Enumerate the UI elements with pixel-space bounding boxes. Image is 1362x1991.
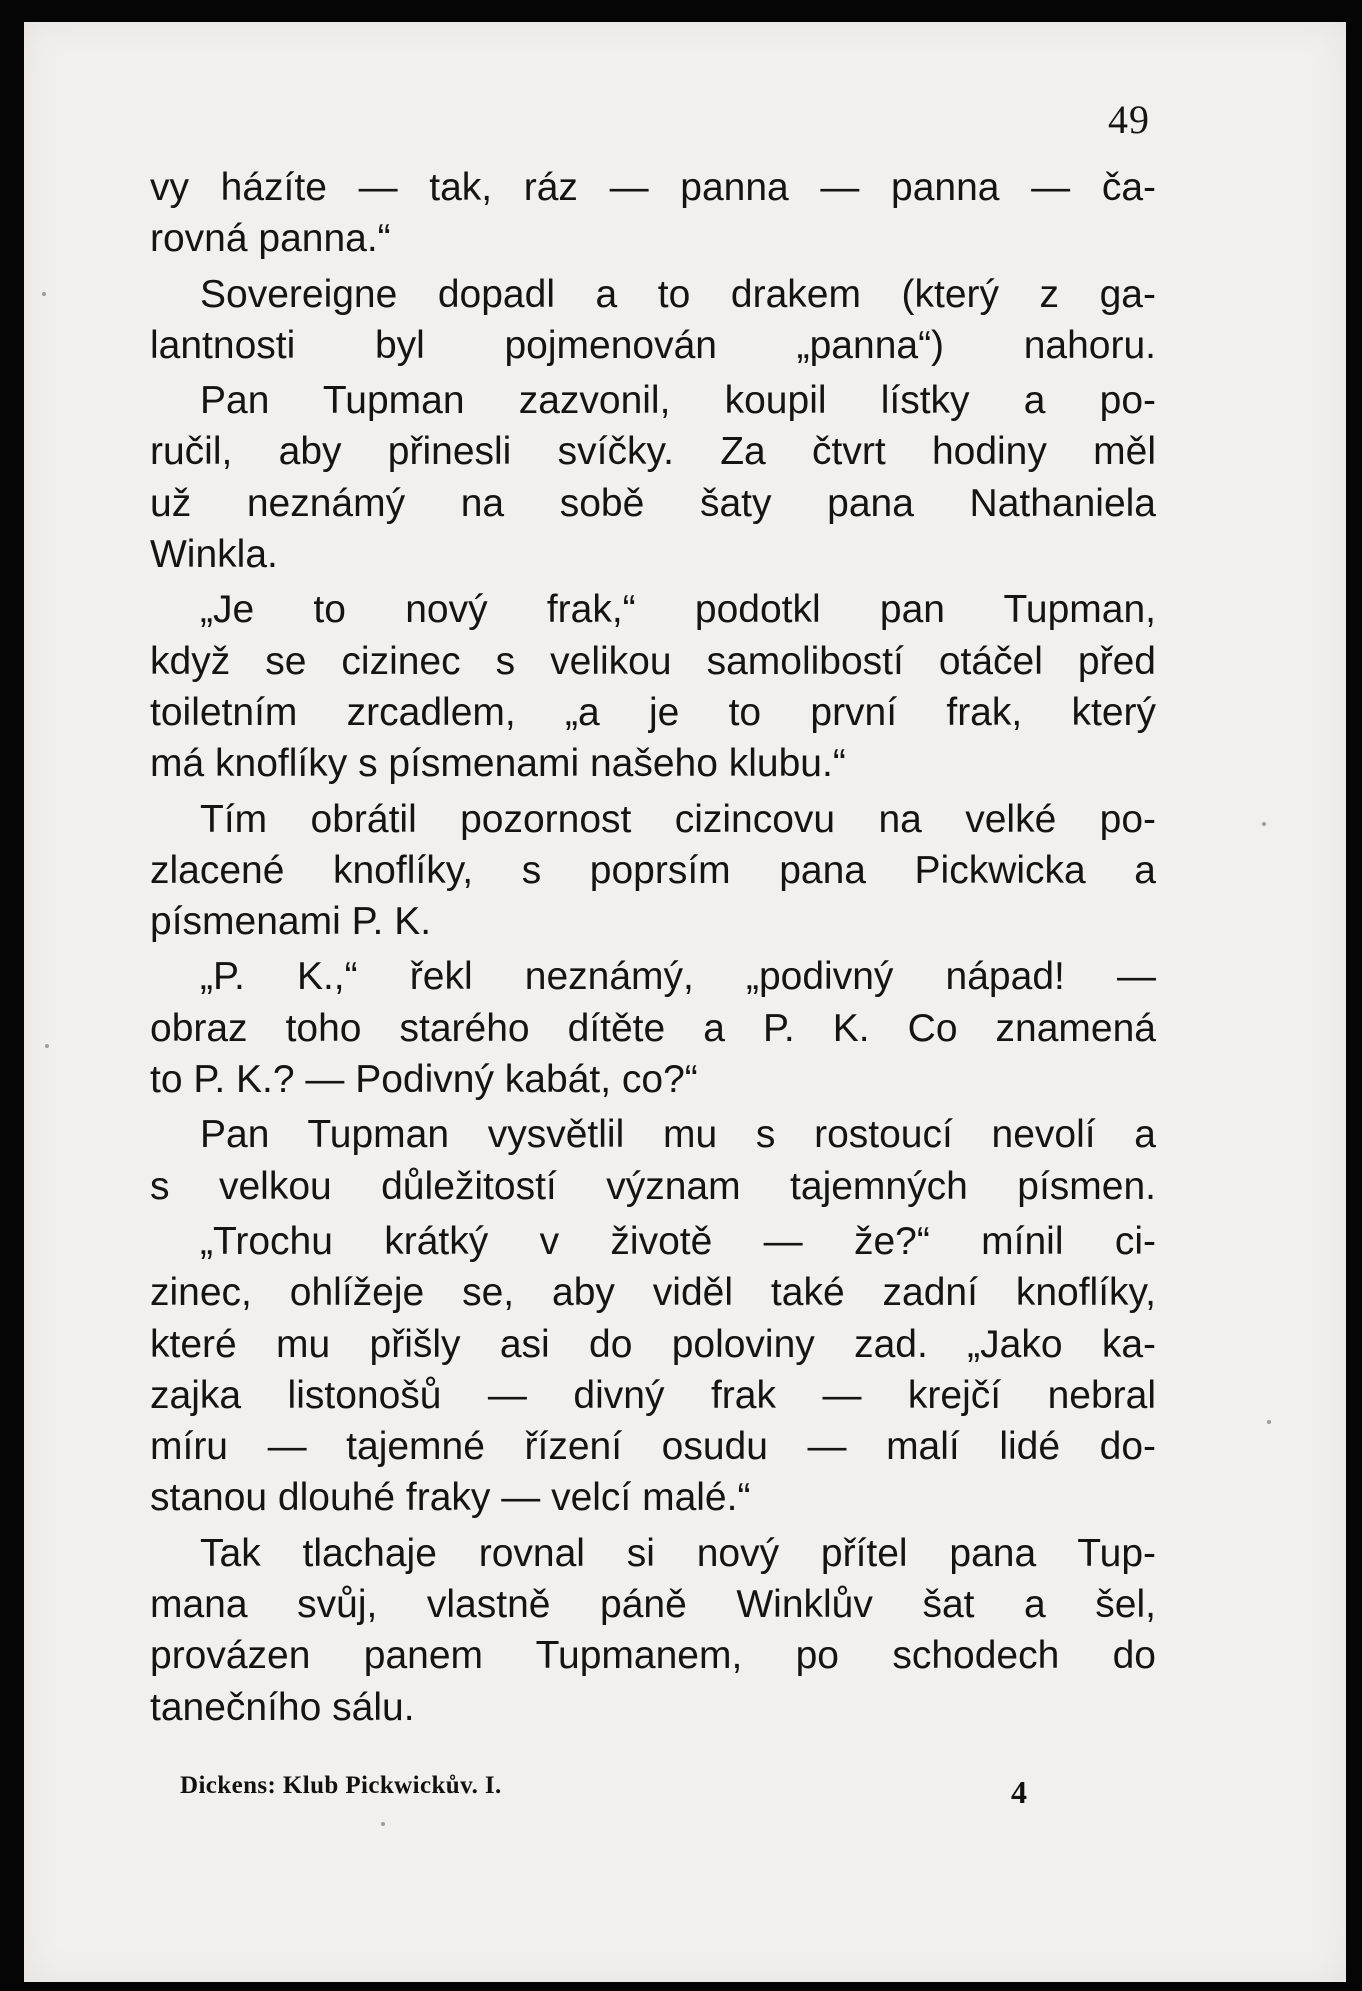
text-line: „Trochu krátký v životě — že?“ mínil ci- xyxy=(200,1219,1156,1263)
page-number: 49 xyxy=(1108,97,1150,142)
paper-speck xyxy=(1267,1420,1271,1424)
text-line: Tak tlachaje rovnal si nový přítel pana Tup- xyxy=(200,1531,1156,1575)
text-line: stanou dlouhé fraky — velcí malé.“ xyxy=(150,1476,751,1520)
text-line: už neznámý na sobě šaty pana Nathaniela xyxy=(150,481,1156,525)
signature-line: Dickens: Klub Pickwickův. I. xyxy=(180,1772,502,1799)
text-line: písmenami P. K. xyxy=(150,900,432,944)
paragraph-9 xyxy=(150,1528,1156,1733)
text-line: zinec, ohlížeje se, aby viděl také zadní knoflíky, xyxy=(150,1271,1156,1315)
paragraph-5 xyxy=(150,794,1156,948)
text-line: zlacené knoflíky, s poprsím pana Pickwicka a xyxy=(150,848,1156,892)
text-line: tanečního sálu. xyxy=(150,1685,415,1729)
paragraph-3 xyxy=(150,375,1156,580)
text-line: to P. K.? — Podivný kabát, co?“ xyxy=(150,1058,698,1102)
paragraph-6 xyxy=(150,951,1156,1105)
paper-speck xyxy=(381,1822,385,1826)
paragraph-4 xyxy=(150,584,1156,789)
text-line: obraz toho starého dítěte a P. K. Co znamená xyxy=(150,1006,1156,1050)
paragraph-8 xyxy=(150,1216,1156,1524)
text-line: Pan Tupman vysvětlil mu s rostoucí nevolí a xyxy=(200,1113,1156,1157)
paragraph-1 xyxy=(150,162,1156,265)
text-line: s velkou důležitostí význam tajemných písmen. xyxy=(150,1164,1156,1208)
text-line: ručil, aby přinesli svíčky. Za čtvrt hodiny měl xyxy=(150,430,1156,474)
paper-speck xyxy=(45,1044,49,1048)
body-text xyxy=(150,162,1156,1737)
text-line: mana svůj, vlastně páně Winklův šat a šel, xyxy=(150,1583,1156,1627)
text-line: zajka listonošů — divný frak — krejčí nebral xyxy=(150,1373,1156,1417)
text-line: „Je to nový frak,“ podotkl pan Tupman, xyxy=(200,588,1156,632)
text-line: provázen panem Tupmanem, po schodech do xyxy=(150,1634,1156,1678)
text-line: „P. K.,“ řekl neznámý, „podivný nápad! — xyxy=(200,955,1156,999)
paper-speck xyxy=(42,292,46,296)
text-line: které mu přišly asi do poloviny zad. „Jako ka- xyxy=(150,1322,1156,1366)
paper-speck xyxy=(1262,822,1266,826)
paragraph-2 xyxy=(150,269,1156,372)
text-line: Pan Tupman zazvonil, koupil lístky a po- xyxy=(200,379,1156,423)
text-line: Tím obrátil pozornost cizincovu na velké po- xyxy=(200,797,1156,841)
text-line: rovná panna.“ xyxy=(150,217,391,261)
text-line: má knoflíky s písmenami našeho klubu.“ xyxy=(150,742,846,786)
text-line: Sovereigne dopadl a to drakem (který z ga- xyxy=(200,272,1156,316)
text-line: lantnosti byl pojmenován „panna“) nahoru. xyxy=(150,323,1156,367)
text-line: když se cizinec s velikou samolibostí otáčel před xyxy=(150,639,1156,683)
text-line: míru — tajemné řízení osudu — malí lidé do- xyxy=(150,1425,1156,1469)
book-page xyxy=(24,22,1346,1982)
text-line: Winkla. xyxy=(150,533,278,577)
paragraph-7 xyxy=(150,1109,1156,1212)
sheet-number: 4 xyxy=(1011,1774,1027,1810)
text-line: vy házíte — tak, ráz — panna — panna — ča- xyxy=(150,166,1156,209)
text-line: toiletním zrcadlem, „a je to první frak, který xyxy=(150,690,1156,734)
